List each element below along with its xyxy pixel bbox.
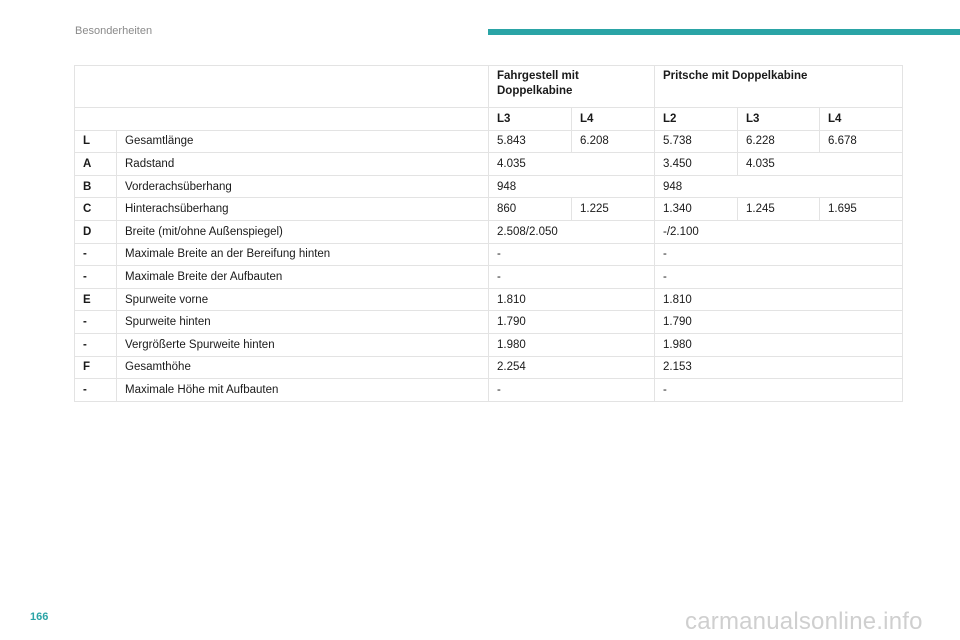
table-row	[75, 198, 903, 221]
value-cell: 2.153	[655, 356, 903, 379]
group-header-pritsche: Pritsche mit Doppelkabine	[655, 66, 903, 108]
value-cell: 6.208	[572, 130, 655, 153]
row-code: B	[75, 175, 117, 198]
value-cell: -	[655, 379, 903, 402]
value-cell: 1.810	[489, 288, 655, 311]
value-cell: 1.810	[655, 288, 903, 311]
table-row	[75, 356, 903, 379]
value-cell: -	[655, 266, 903, 289]
value-cell: 3.450	[655, 153, 738, 176]
row-code: -	[75, 266, 117, 289]
value-cell: 5.738	[655, 130, 738, 153]
row-code: C	[75, 198, 117, 221]
value-cell: -	[489, 266, 655, 289]
table-row	[75, 130, 903, 153]
row-label: Vergrößerte Spurweite hinten	[117, 333, 489, 356]
table-corner-cell	[75, 108, 489, 131]
table-row	[75, 288, 903, 311]
row-label: Spurweite vorne	[117, 288, 489, 311]
value-cell: -	[489, 379, 655, 402]
table-row	[75, 333, 903, 356]
variant-header: L4	[572, 108, 655, 131]
table-group-header-row	[75, 66, 903, 108]
value-cell: 1.245	[738, 198, 820, 221]
value-cell: 1.695	[820, 198, 903, 221]
row-code: -	[75, 333, 117, 356]
row-label: Gesamthöhe	[117, 356, 489, 379]
header-accent-bar	[488, 29, 960, 35]
page-number: 166	[30, 611, 49, 623]
row-code: -	[75, 379, 117, 402]
table-row	[75, 379, 903, 402]
table-row	[75, 243, 903, 266]
table-row	[75, 220, 903, 243]
row-label: Radstand	[117, 153, 489, 176]
row-label: Maximale Breite der Aufbauten	[117, 266, 489, 289]
value-cell: 2.508/2.050	[489, 220, 655, 243]
table-variant-header-row	[75, 108, 903, 131]
row-label: Breite (mit/ohne Außenspiegel)	[117, 220, 489, 243]
value-cell: 5.843	[489, 130, 572, 153]
row-code: F	[75, 356, 117, 379]
row-label: Maximale Höhe mit Aufbauten	[117, 379, 489, 402]
variant-header: L3	[738, 108, 820, 131]
value-cell: -/2.100	[655, 220, 903, 243]
variant-header: L4	[820, 108, 903, 131]
value-cell: 6.228	[738, 130, 820, 153]
value-cell: 1.790	[489, 311, 655, 334]
row-code: -	[75, 311, 117, 334]
row-label: Spurweite hinten	[117, 311, 489, 334]
value-cell: -	[655, 243, 903, 266]
row-label: Vorderachsüberhang	[117, 175, 489, 198]
value-cell: 1.980	[655, 333, 903, 356]
row-code: L	[75, 130, 117, 153]
value-cell: 860	[489, 198, 572, 221]
table-row	[75, 266, 903, 289]
table-row	[75, 175, 903, 198]
table-corner-cell	[75, 66, 489, 108]
value-cell: 948	[489, 175, 655, 198]
row-label: Gesamtlänge	[117, 130, 489, 153]
value-cell: 6.678	[820, 130, 903, 153]
value-cell: 1.790	[655, 311, 903, 334]
row-code: D	[75, 220, 117, 243]
section-title: Besonderheiten	[75, 25, 153, 37]
watermark: carmanualsonline.info	[685, 608, 923, 635]
value-cell: 2.254	[489, 356, 655, 379]
dimensions-table	[74, 65, 903, 402]
table-row	[75, 153, 903, 176]
value-cell: 1.340	[655, 198, 738, 221]
row-code: E	[75, 288, 117, 311]
value-cell: 1.225	[572, 198, 655, 221]
value-cell: -	[489, 243, 655, 266]
group-header-fahrgestell: Fahrgestell mit Doppelkabine	[489, 66, 655, 108]
variant-header: L3	[489, 108, 572, 131]
value-cell: 4.035	[738, 153, 903, 176]
variant-header: L2	[655, 108, 738, 131]
row-label: Hinterachsüberhang	[117, 198, 489, 221]
row-label: Maximale Breite an der Bereifung hinten	[117, 243, 489, 266]
value-cell: 1.980	[489, 333, 655, 356]
row-code: -	[75, 243, 117, 266]
value-cell: 948	[655, 175, 903, 198]
table-row	[75, 311, 903, 334]
row-code: A	[75, 153, 117, 176]
value-cell: 4.035	[489, 153, 655, 176]
